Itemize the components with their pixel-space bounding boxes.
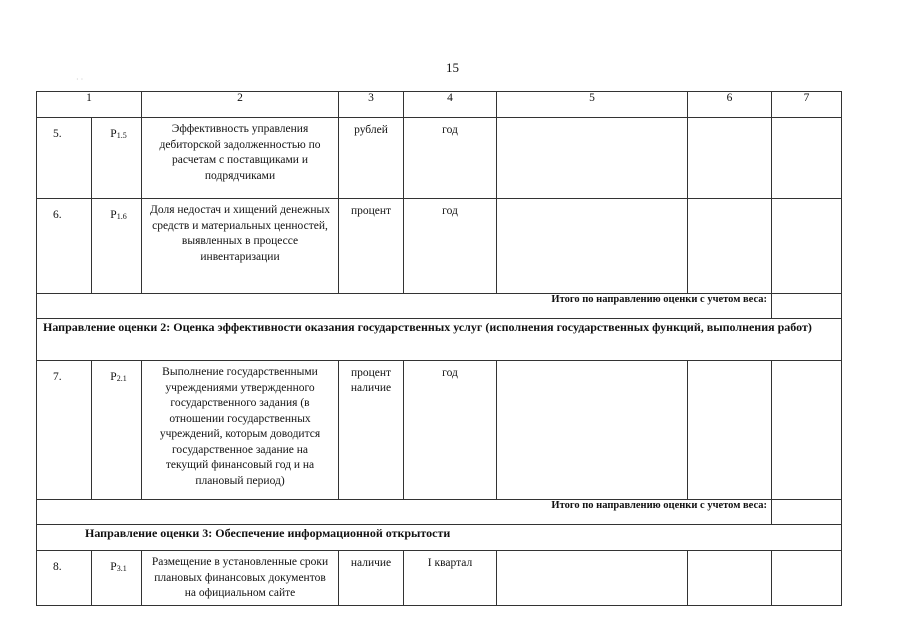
indicator-code-letter: P xyxy=(110,128,117,140)
header-cell-4: 4 xyxy=(404,92,497,118)
header-cell-6: 6 xyxy=(688,92,772,118)
empty-cell-7 xyxy=(772,199,842,294)
indicator-period: год xyxy=(404,118,497,199)
section-title: Направление оценки 3: Обеспечение информационной открытости xyxy=(37,525,842,551)
indicator-code xyxy=(92,361,142,500)
table-row xyxy=(37,361,842,500)
indicator-name: Эффективность управления дебиторской задолженностью по расчетам с поставщиками и подрядчиками xyxy=(142,118,339,199)
indicator-code-index: 3.1 xyxy=(116,564,127,573)
row-number: 5. xyxy=(37,118,92,199)
header-cell-5: 5 xyxy=(497,92,688,118)
indicator-code-index: 1.5 xyxy=(116,131,127,140)
indicator-period: год xyxy=(404,199,497,294)
total-row xyxy=(37,294,842,319)
empty-cell-5 xyxy=(497,118,688,199)
indicator-code-letter: P xyxy=(110,561,117,573)
indicator-code-letter: P xyxy=(110,371,117,383)
table-row xyxy=(37,118,842,199)
indicator-unit: рублей xyxy=(339,118,404,199)
indicator-period: год xyxy=(404,361,497,500)
indicator-code-index: 2.1 xyxy=(116,374,127,383)
empty-cell-6 xyxy=(688,118,772,199)
total-row xyxy=(37,500,842,525)
indicator-code xyxy=(92,118,142,199)
indicator-name: Доля недостач и хищений денежных средств и материальных ценностей, выявленных в процессе инвентаризации xyxy=(142,199,339,294)
header-row xyxy=(37,92,842,118)
row-number: 7. xyxy=(37,361,92,500)
total-label: Итого по направлению оценки с учетом веса: xyxy=(37,500,772,525)
scan-speck: · · xyxy=(76,75,84,84)
total-label: Итого по направлению оценки с учетом веса: xyxy=(37,294,772,319)
total-value-cell xyxy=(772,294,842,319)
empty-cell-6 xyxy=(688,551,772,606)
empty-cell-5 xyxy=(497,199,688,294)
indicator-code xyxy=(92,199,142,294)
indicator-name: Выполнение государственными учреждениями утвержденного государственного задания (в отношении государственных учреждений, которым доводится государственное задание на текущий финансовый год и на плановый период) xyxy=(142,361,339,500)
indicator-name: Размещение в установленные сроки плановых финансовых документов на официальном сайте xyxy=(142,551,339,606)
empty-cell-5 xyxy=(497,551,688,606)
row-number: 6. xyxy=(37,199,92,294)
empty-cell-7 xyxy=(772,361,842,500)
header-cell-2: 2 xyxy=(142,92,339,118)
evaluation-table xyxy=(36,91,842,606)
table-row xyxy=(37,551,842,606)
header-cell-7: 7 xyxy=(772,92,842,118)
indicator-code xyxy=(92,551,142,606)
row-number: 8. xyxy=(37,551,92,606)
indicator-unit: наличие xyxy=(339,551,404,606)
empty-cell-6 xyxy=(688,199,772,294)
total-value-cell xyxy=(772,500,842,525)
empty-cell-5 xyxy=(497,361,688,500)
section-row xyxy=(37,525,842,551)
indicator-code-index: 1.6 xyxy=(116,212,127,221)
indicator-code-letter: P xyxy=(110,209,117,221)
page-number: 15 xyxy=(446,60,459,75)
empty-cell-7 xyxy=(772,551,842,606)
table-row xyxy=(37,199,842,294)
section-title: Направление оценки 2: Оценка эффективности оказания государственных услуг (исполнения государственных функций, выполнения работ) xyxy=(37,319,842,361)
indicator-unit: процент xyxy=(339,199,404,294)
indicator-period: I квартал xyxy=(404,551,497,606)
section-row xyxy=(37,319,842,361)
empty-cell-6 xyxy=(688,361,772,500)
header-cell-1: 1 xyxy=(37,92,142,118)
indicator-unit: процент наличие xyxy=(339,361,404,500)
empty-cell-7 xyxy=(772,118,842,199)
header-cell-3: 3 xyxy=(339,92,404,118)
